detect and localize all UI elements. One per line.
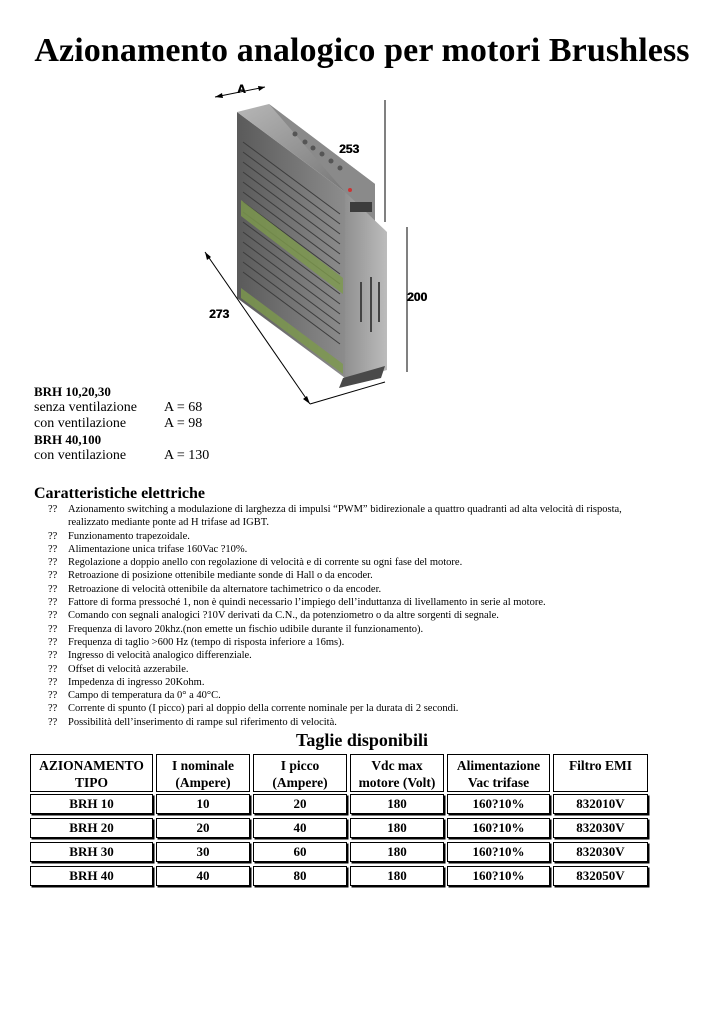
list-item-text: realizzato mediante ponte ad H trifase ad IGBT. (68, 517, 269, 529)
list-item-text: Campo di temperatura da 0° a 40°C. (68, 690, 221, 702)
page-title: Azionamento analogico per motori Brushless (34, 32, 690, 69)
list-item-text: Impedenza di ingresso 20Kohm. (68, 676, 205, 688)
table-cell: 60 (253, 842, 347, 862)
model-row-value: A = 98 (164, 416, 203, 431)
dim-label-length: 273 (209, 307, 230, 321)
list-item (48, 676, 688, 689)
bullet-marker: ?? (48, 597, 58, 609)
list-item-text: Regolazione a doppio anello con regolazione di velocità e di corrente su ogni fase del motore. (68, 557, 463, 569)
model-row (34, 400, 274, 416)
list-item (48, 689, 688, 702)
list-item-text: Alimentazione unica trifase 160Vac ?10%. (68, 543, 248, 555)
bullet-marker: ?? (48, 583, 58, 595)
bullet-marker: ?? (48, 690, 58, 702)
list-item-text: Frequenza di lavoro 20khz.(non emette un fischio udibile durante il funzionamento). (68, 623, 424, 635)
header-cell: I picco (Ampere) (253, 754, 347, 792)
table-cell: 30 (156, 842, 250, 862)
model-row-label: senza ventilazione (34, 400, 138, 415)
list-item (48, 583, 688, 596)
bullet-marker: ?? (48, 610, 58, 622)
list-item (48, 649, 688, 662)
table-cell: 40 (156, 866, 250, 886)
drive-illustration (195, 82, 435, 412)
bullet-marker: ?? (48, 557, 58, 569)
sizes-table-header (30, 754, 651, 792)
table-cell: 40 (253, 818, 347, 838)
table-cell: BRH 40 (30, 866, 153, 886)
table-cell: BRH 10 (30, 794, 153, 814)
model-group-title: BRH 40,100 (34, 432, 102, 447)
table-row (30, 818, 651, 838)
header-cell: AZIONAMENTO TIPO (30, 754, 153, 792)
table-cell: 180 (350, 794, 444, 814)
list-item-text: Retroazione di posizione ottenibile mediante sonde di Hall o da encoder. (68, 570, 373, 582)
characteristics-heading: Caratteristiche elettriche (34, 485, 206, 502)
table-cell: 20 (253, 794, 347, 814)
table-cell: 832050V (553, 866, 648, 886)
bullet-marker: ?? (48, 716, 58, 728)
list-item (48, 530, 688, 543)
list-item (48, 716, 688, 729)
table-row (30, 842, 651, 862)
model-row (34, 416, 274, 432)
list-item-text: Offset di velocità azzerabile. (68, 663, 189, 675)
drive-drawing (195, 82, 435, 412)
list-item (48, 702, 688, 715)
table-row (30, 794, 651, 814)
table-cell: 160?10% (447, 842, 550, 862)
table-row (30, 866, 651, 886)
list-item (48, 596, 688, 609)
list-item-text: Corrente di spunto (I picco) pari al doppio della corrente nominale per la durata di 2 secondi. (68, 703, 459, 715)
table-cell: BRH 30 (30, 842, 153, 862)
list-item-text: Azionamento switching a modulazione di larghezza di impulsi “PWM” bidirezionale a quattro quadranti ad alta velocità di risposta, (68, 504, 622, 515)
bullet-marker: ?? (48, 623, 58, 635)
table-cell: 180 (350, 842, 444, 862)
table-cell: 80 (253, 866, 347, 886)
sizes-heading: Taglie disponibili (296, 730, 428, 750)
bullet-marker: ?? (48, 570, 58, 582)
table-cell: 160?10% (447, 866, 550, 886)
bullet-marker: ?? (48, 530, 58, 542)
model-variants (34, 384, 274, 464)
list-item-text: Ingresso di velocità analogico differenziale. (68, 650, 252, 662)
model-row-value: A = 68 (164, 400, 203, 415)
list-item (48, 663, 688, 676)
model-row-value: A = 130 (164, 448, 210, 463)
list-item-text: Retroazione di velocità ottenibile da alternatore tachimetrico o da encoder. (68, 583, 382, 595)
list-item (48, 569, 688, 582)
model-row-label: con ventilazione (34, 416, 127, 431)
list-item (48, 609, 688, 622)
bullet-marker: ?? (48, 676, 58, 688)
table-cell: 160?10% (447, 818, 550, 838)
table-cell: 832030V (553, 842, 648, 862)
model-group-title: BRH 10,20,30 (34, 384, 111, 399)
table-cell: 10 (156, 794, 250, 814)
bullet-marker: ?? (48, 650, 58, 662)
characteristics-list (48, 503, 688, 729)
list-item (48, 636, 688, 649)
list-item (48, 516, 688, 529)
table-cell: BRH 20 (30, 818, 153, 838)
list-item-text: Comando con segnali analogici ?10V derivati da C.N., da potenziometro o da altre sorgenti di segnale. (68, 610, 499, 622)
bullet-marker: ?? (48, 663, 58, 675)
list-item (48, 623, 688, 636)
list-item-text: Possibilità dell’inserimento di rampe sul riferimento di velocità. (68, 716, 337, 728)
table-cell: 180 (350, 818, 444, 838)
dim-label-height: 200 (407, 290, 428, 304)
dim-label-a: A (237, 82, 246, 96)
list-item (48, 503, 688, 516)
list-item-text: Frequenza di taglio >600 Hz (tempo di risposta inferiore a 16ms). (68, 636, 345, 648)
bullet-marker: ?? (48, 636, 58, 648)
dim-label-depth: 253 (339, 142, 360, 156)
model-row-label: con ventilazione (34, 448, 127, 463)
table-cell: 832030V (553, 818, 648, 838)
list-item-text: Fattore di forma pressoché 1, non è quindi necessario l’impiego dell’induttanza di livellamento in serie al motore. (68, 597, 546, 609)
header-cell: Alimentazione Vac trifase (447, 754, 550, 792)
header-cell: I nominale (Ampere) (156, 754, 250, 792)
bullet-marker: ?? (48, 504, 58, 515)
list-item-text: Funzionamento trapezoidale. (68, 530, 190, 542)
header-cell: Filtro EMI (553, 754, 648, 792)
table-cell: 160?10% (447, 794, 550, 814)
table-cell: 20 (156, 818, 250, 838)
list-item (48, 543, 688, 556)
table-cell: 180 (350, 866, 444, 886)
header-cell: Vdc max motore (Volt) (350, 754, 444, 792)
model-row (34, 448, 274, 464)
bullet-marker: ?? (48, 543, 58, 555)
bullet-marker: ?? (48, 703, 58, 715)
table-cell: 832010V (553, 794, 648, 814)
list-item (48, 556, 688, 569)
